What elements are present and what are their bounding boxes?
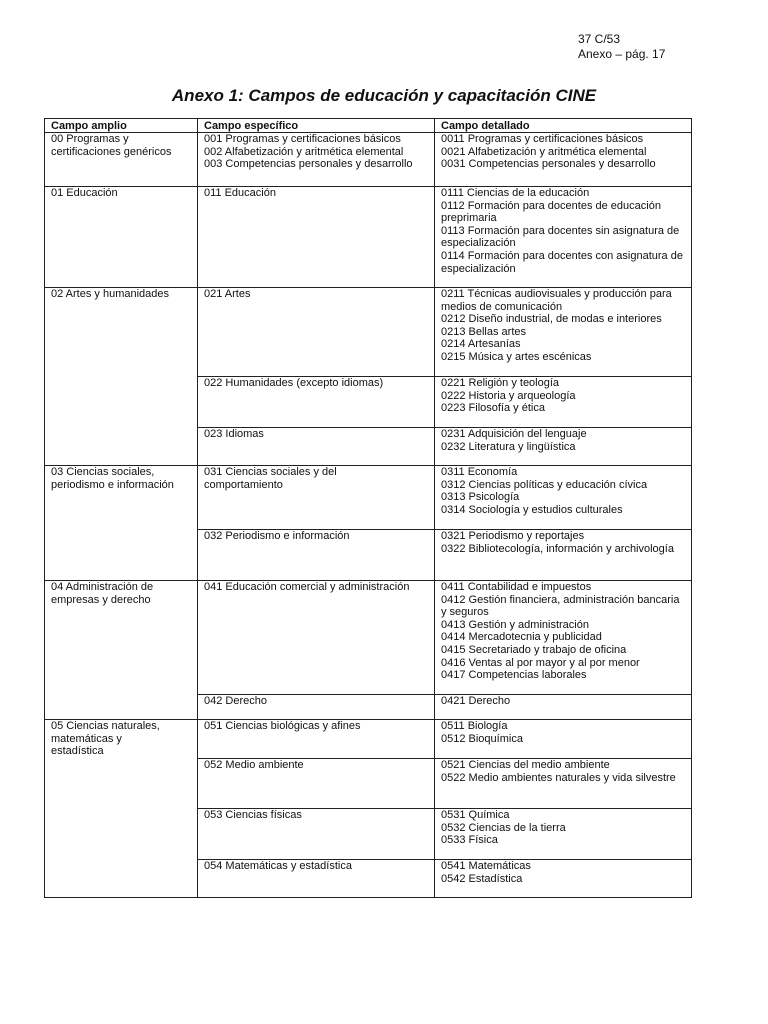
- cell-campo-detallado: 0231 Adquisición del lenguaje 0232 Literatura y lingüística: [435, 428, 692, 466]
- table-row: [45, 187, 692, 288]
- cell-campo-especifico: 032 Periodismo e información: [198, 530, 435, 581]
- cell-campo-detallado: 0111 Ciencias de la educación 0112 Formación para docentes de educación preprimaria 0113 Formación para docentes sin asignatura de especialización 0114 Formación para docentes con asignatura de especialización: [435, 187, 692, 288]
- cell-campo-especifico: 042 Derecho: [198, 695, 435, 720]
- column-header-campo-amplio: Campo amplio: [45, 119, 198, 133]
- cell-campo-detallado: 0511 Biología 0512 Bioquímica: [435, 720, 692, 759]
- cell-campo-amplio: 01 Educación: [45, 187, 198, 288]
- cell-campo-detallado: 0521 Ciencias del medio ambiente 0522 Medio ambientes naturales y vida silvestre: [435, 759, 692, 809]
- column-header-campo-especifico: Campo específico: [198, 119, 435, 133]
- table-row: [45, 581, 692, 695]
- cell-campo-detallado: 0311 Economía 0312 Ciencias políticas y educación cívica 0313 Psicología 0314 Sociología y estudios culturales: [435, 466, 692, 530]
- cell-campo-especifico: 011 Educación: [198, 187, 435, 288]
- cell-campo-especifico: 041 Educación comercial y administración: [198, 581, 435, 695]
- cell-campo-detallado: 0221 Religión y teología 0222 Historia y arqueología 0223 Filosofía y ética: [435, 377, 692, 428]
- cell-campo-especifico: 054 Matemáticas y estadística: [198, 860, 435, 898]
- table-header-row: [45, 119, 692, 133]
- cell-campo-especifico: 051 Ciencias biológicas y afines: [198, 720, 435, 759]
- cell-campo-detallado: 0531 Química 0532 Ciencias de la tierra 0533 Física: [435, 809, 692, 860]
- cell-campo-especifico: 053 Ciencias físicas: [198, 809, 435, 860]
- page-reference: [578, 32, 665, 62]
- table-row: [45, 133, 692, 187]
- document-code: 37 C/53: [578, 32, 621, 46]
- table-row: [45, 720, 692, 759]
- cell-campo-detallado: 0541 Matemáticas 0542 Estadística: [435, 860, 692, 898]
- page-number: Anexo – pág. 17: [578, 47, 666, 61]
- table-row: [45, 466, 692, 530]
- cell-campo-detallado: 0211 Técnicas audiovisuales y producción para medios de comunicación 0212 Diseño industrial, de modas e interiores 0213 Bellas artes 0214 Artesanías 0215 Música y artes escénicas: [435, 288, 692, 377]
- cell-campo-detallado: 0321 Periodismo y reportajes 0322 Bibliotecología, información y archivología: [435, 530, 692, 581]
- cell-campo-especifico: 031 Ciencias sociales y del comportamiento: [198, 466, 435, 530]
- cell-campo-especifico: 022 Humanidades (excepto idiomas): [198, 377, 435, 428]
- cell-campo-especifico: 021 Artes: [198, 288, 435, 377]
- page-title: Anexo 1: Campos de educación y capacitación CINE: [171, 86, 597, 105]
- cell-campo-especifico: 052 Medio ambiente: [198, 759, 435, 809]
- cell-campo-amplio: 00 Programas y certificaciones genéricos: [45, 133, 198, 187]
- table-row: [45, 288, 692, 377]
- column-header-campo-detallado: Campo detallado: [435, 119, 692, 133]
- cell-campo-amplio: 03 Ciencias sociales, periodismo e información: [45, 466, 198, 581]
- cell-campo-amplio: 02 Artes y humanidades: [45, 288, 198, 466]
- cell-campo-detallado: 0411 Contabilidad e impuestos 0412 Gestión financiera, administración bancaria y seguros 0413 Gestión y administración 0414 Mercadotecnia y publicidad 0415 Secretariado y trabajo de oficina 0416 Ventas al por mayor y al por menor 0417 Competencias laborales: [435, 581, 692, 695]
- cell-campo-especifico: 001 Programas y certificaciones básicos 002 Alfabetización y aritmética elemental 003 Competencias personales y desarrollo: [198, 133, 435, 187]
- cine-fields-table: [44, 118, 692, 898]
- cell-campo-especifico: 023 Idiomas: [198, 428, 435, 466]
- cell-campo-detallado: 0011 Programas y certificaciones básicos 0021 Alfabetización y aritmética elemental 0031 Competencias personales y desarrollo: [435, 133, 692, 187]
- cell-campo-detallado: 0421 Derecho: [435, 695, 692, 720]
- cell-campo-amplio: 04 Administración de empresas y derecho: [45, 581, 198, 720]
- cell-campo-amplio: 05 Ciencias naturales, matemáticas y estadística: [45, 720, 198, 898]
